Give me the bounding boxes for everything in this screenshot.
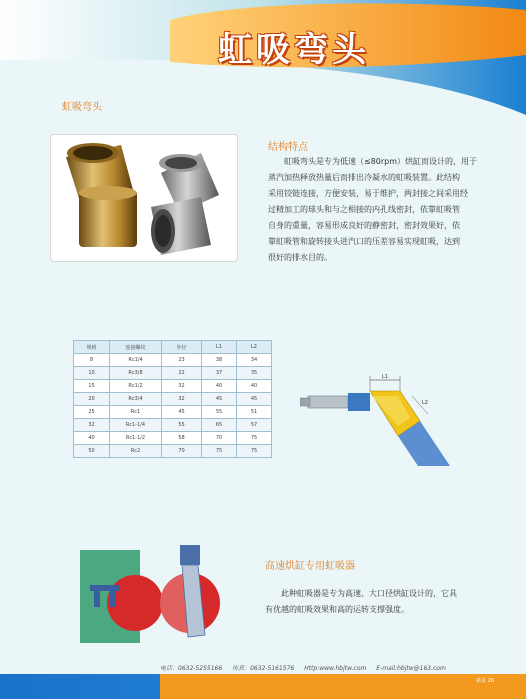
paragraph-line: 虹吸弯头是专为低速（≤80rpm）烘缸而设计的，用于 [284, 157, 478, 166]
table-header: 规格 [74, 341, 110, 354]
table-cell: 37 [202, 367, 237, 380]
table-cell: 50 [74, 445, 110, 458]
paragraph-line: 过精加工的球头和与之相接的内孔线密封，依靠虹吸管 [268, 205, 460, 214]
table-cell: 40 [74, 432, 110, 445]
table-cell: 55 [162, 419, 202, 432]
table-cell: Rc1-1/4 [110, 419, 162, 432]
table-cell: 70 [162, 445, 202, 458]
table-cell: 22 [162, 367, 202, 380]
footer-fax: 传真：0632-5161576 [232, 665, 295, 672]
table-cell: 40 [202, 380, 237, 393]
table-row [74, 432, 272, 445]
l2-label: L2 [422, 400, 428, 406]
siphon-elbow-image [51, 135, 237, 261]
table-cell: 75 [237, 445, 272, 458]
footer-website-link[interactable]: Http:www.hbjtw.com [304, 665, 367, 672]
paragraph-line: 靠虹吸管和旋转接头进汽口的压差容易实现虹吸，达到 [268, 237, 460, 246]
table-row [74, 406, 272, 419]
table-cell: 45 [202, 393, 237, 406]
table-cell: Rc1/2 [110, 380, 162, 393]
table-cell: 55 [202, 406, 237, 419]
paragraph-line: 自身的重量，容易形成良好的静密封，密封效果好，依 [268, 221, 460, 230]
table-cell: Rc1 [110, 406, 162, 419]
table-cell: 20 [74, 393, 110, 406]
paragraph-line: 蒸汽加热释放热量后而排出冷凝水的虹吸装置。此结构 [268, 173, 460, 182]
paragraph-line: 采用铰链连接，方便安装，易于维护，两封接之间采用经 [268, 189, 468, 198]
table-row [74, 393, 272, 406]
table-cell: 34 [237, 354, 272, 367]
table-cell: Rc1-1/2 [110, 432, 162, 445]
table-cell: 8 [74, 354, 110, 367]
high-speed-paragraph [265, 586, 495, 618]
paragraph-line: 有优越的虹吸效果和高的运转支撑强度。 [265, 605, 409, 614]
table-cell: Rc1/4 [110, 354, 162, 367]
features-paragraph [268, 154, 488, 266]
table-header: 连接螺纹 [110, 341, 162, 354]
table-cell: 35 [237, 367, 272, 380]
table-cell: 70 [202, 432, 237, 445]
l1-label: L1 [382, 374, 388, 380]
section-heading-high-speed-siphon: 高速烘缸专用虹吸器 [265, 561, 355, 572]
features-heading: 结构特点 [268, 142, 308, 153]
table-cell: 58 [162, 432, 202, 445]
footer-contact [160, 663, 454, 672]
table-row [74, 367, 272, 380]
table-cell: 38 [202, 354, 237, 367]
paragraph-line: 此种虹吸器是专为高速、大口径烘缸设计的，它具 [281, 589, 457, 598]
section-heading-siphon-elbow: 虹吸弯头 [62, 102, 102, 113]
table-header: L1 [202, 341, 237, 354]
table-row [74, 380, 272, 393]
table-cell: 75 [237, 432, 272, 445]
table-cell: 25 [74, 406, 110, 419]
table-cell: 57 [237, 419, 272, 432]
table-header-row [74, 341, 272, 354]
table-cell: Rc3/4 [110, 393, 162, 406]
paragraph-line: 很好的排水目的。 [268, 253, 332, 262]
table-cell: 65 [202, 419, 237, 432]
table-cell: 45 [237, 393, 272, 406]
table-cell: 32 [162, 380, 202, 393]
table-cell: 40 [237, 380, 272, 393]
spec-table [73, 340, 272, 458]
footer-email-link[interactable]: E-mail:hbjtw@163.com [376, 665, 446, 672]
table-row [74, 445, 272, 458]
table-cell: Rc3/8 [110, 367, 162, 380]
table-cell: 32 [162, 393, 202, 406]
table-cell: Rc2 [110, 445, 162, 458]
table-cell: 75 [202, 445, 237, 458]
page-title: 虹吸弯头 [218, 30, 370, 70]
table-cell: 15 [74, 380, 110, 393]
table-cell: 51 [237, 406, 272, 419]
table-cell: 32 [74, 419, 110, 432]
siphon-elbow-diagram [300, 366, 450, 466]
siphon-elbow-photo [50, 134, 238, 262]
table-cell: 45 [162, 406, 202, 419]
table-header: 外径 [162, 341, 202, 354]
footer-tel: 电话：0632-5255166 [160, 665, 223, 672]
table-cell: 10 [74, 367, 110, 380]
table-header: L2 [237, 341, 272, 354]
page-number: 第页 26 [476, 678, 494, 684]
table-row [74, 419, 272, 432]
table-cell: 23 [162, 354, 202, 367]
high-speed-siphon-illustration [80, 545, 230, 647]
table-row [74, 354, 272, 367]
footer-band [0, 674, 526, 699]
